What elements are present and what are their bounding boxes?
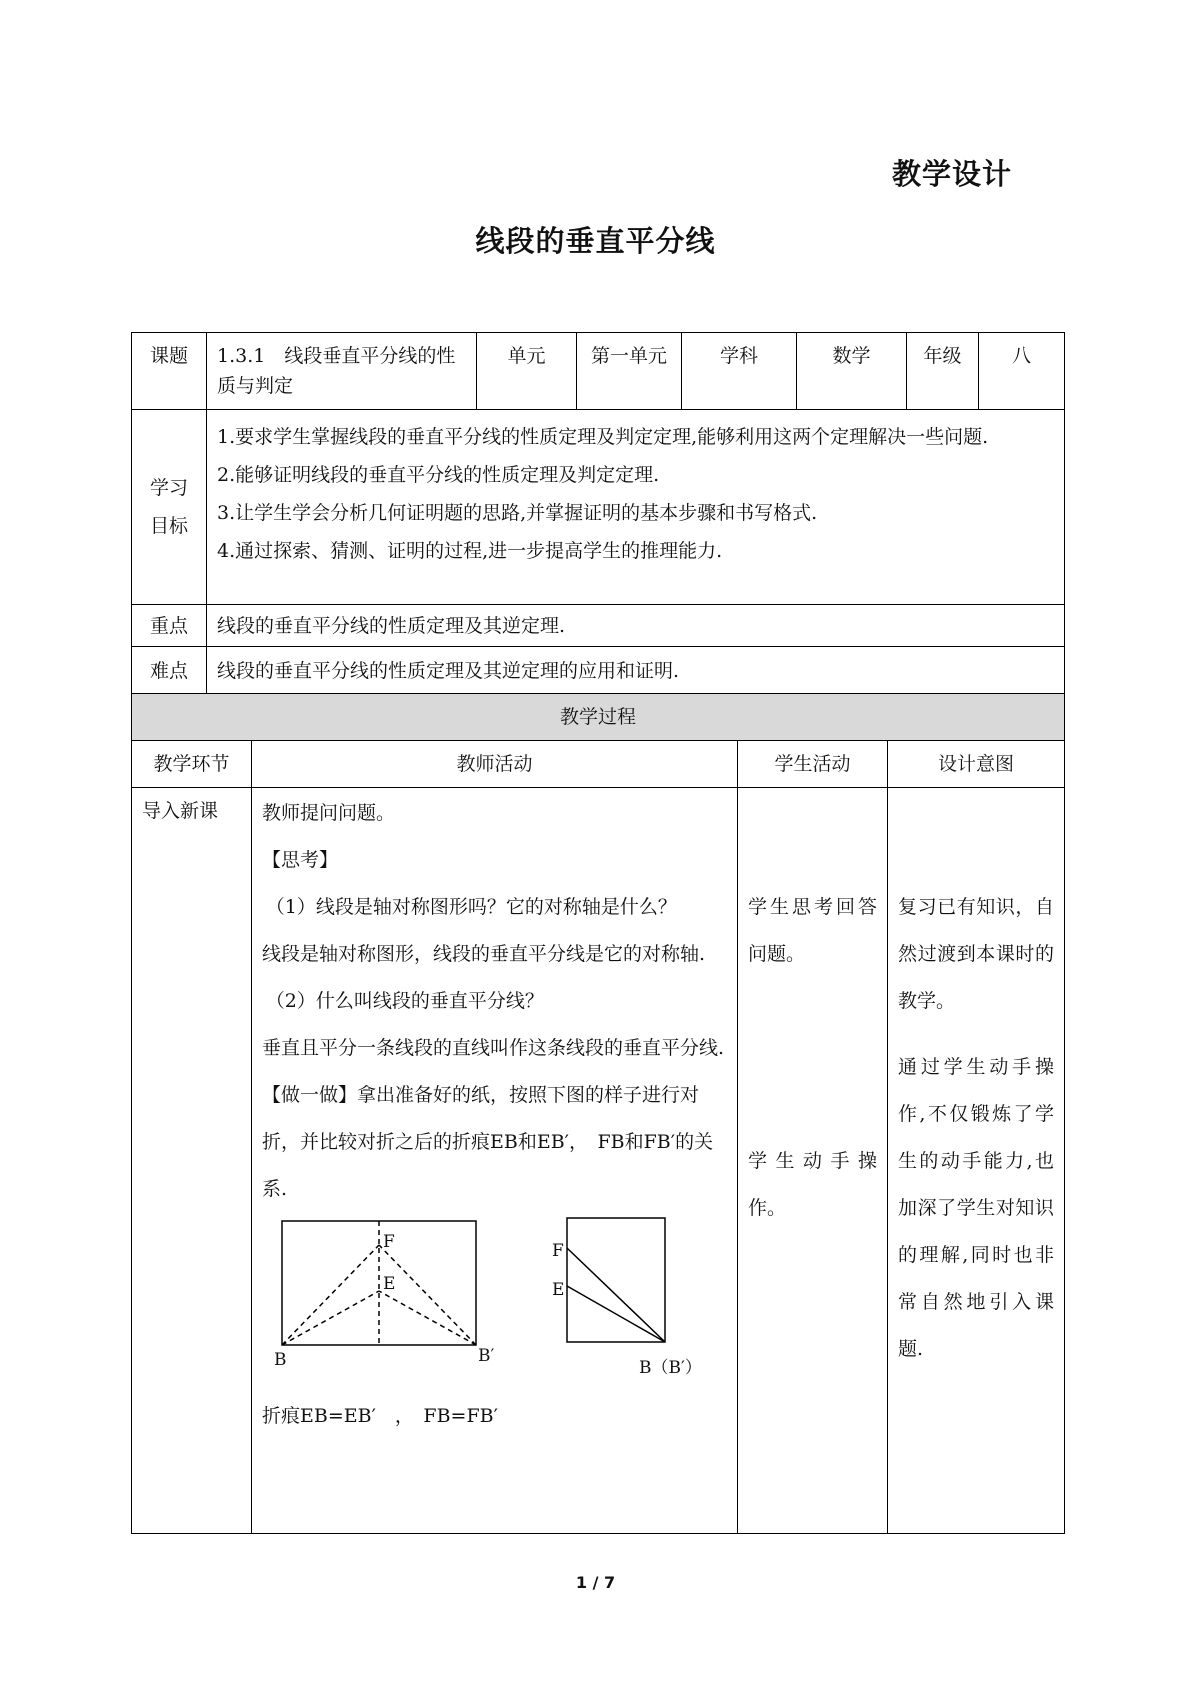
goal-item: 2.能够证明线段的垂直平分线的性质定理及判定定理. (217, 464, 660, 486)
goal-item: 3.让学生学会分析几何证明题的思路,并掌握证明的基本步骤和书写格式. (217, 502, 818, 524)
point-f-label: F (383, 1232, 395, 1252)
crease-eb-prime (379, 1291, 476, 1345)
folded-paper (567, 1218, 665, 1342)
subject-value: 数学 (797, 333, 907, 410)
teacher-line: 【思考】 (262, 849, 339, 871)
stage-label: 导入新课 (132, 788, 252, 1534)
page-number: 1 / 7 (575, 1573, 616, 1592)
crease-fb (282, 1245, 379, 1345)
column-header: 学生活动 (738, 741, 888, 788)
point-b-label: B (274, 1350, 287, 1370)
teacher-line: （2）什么叫线段的垂直平分线？ (265, 990, 544, 1012)
teacher-line: （1）线段是轴对称图形吗？它的对称轴是什么？ (265, 896, 677, 918)
student-activity-b: 学生动手操作。 (748, 1150, 877, 1219)
teacher-line: 教师提问问题。 (262, 802, 396, 824)
fold-figures (262, 1213, 727, 1383)
unit-label: 单元 (477, 333, 577, 410)
teacher-line: 【做一做】拿出准备好的纸，按照下图的样子进行对折，并比较对折之后的折痕EB和EB′， FB和FB′的关系. (262, 1084, 714, 1200)
column-header: 教师活动 (252, 741, 738, 788)
folded-point-e-label: E (552, 1280, 565, 1300)
goals-label: 学习目标 (132, 410, 207, 605)
column-header: 教学环节 (132, 741, 252, 788)
goals-cell (207, 410, 1065, 605)
point-e-label: E (383, 1274, 396, 1294)
crease-eb (282, 1291, 379, 1345)
folded-point-f-label: F (552, 1241, 564, 1261)
document-type: 教学设计 (892, 157, 1013, 191)
goal-item: 4.通过探索、猜测、证明的过程,进一步提高学生的推理能力. (217, 540, 723, 562)
grade-value: 八 (979, 333, 1065, 410)
design-intent (888, 788, 1065, 1534)
key-point-label: 重点 (132, 605, 207, 647)
student-activity-a: 学生思考回答问题。 (748, 896, 877, 965)
teacher-line: 垂直且平分一条线段的直线叫作这条线段的垂直平分线. (262, 1037, 725, 1059)
unit-value: 第一单元 (577, 333, 682, 410)
column-header: 设计意图 (888, 741, 1065, 788)
topic-value: 1.3.1 线段垂直平分线的性质与判定 (207, 333, 477, 410)
teacher-line: 折痕EB=EB′ ， FB=FB′ (262, 1405, 498, 1427)
student-activity (738, 788, 888, 1534)
document-title: 线段的垂直平分线 (475, 224, 716, 258)
difficulty-value: 线段的垂直平分线的性质定理及其逆定理的应用和证明. (207, 647, 1065, 695)
subject-label: 学科 (682, 333, 797, 410)
goal-item: 1.要求学生掌握线段的垂直平分线的性质定理及判定定理,能够利用这两个定理解决一些问题. (217, 426, 989, 448)
point-b-prime-label: B′ (478, 1346, 495, 1366)
topic-label: 课题 (132, 333, 207, 410)
design-intent-a: 复习已有知识，自然过渡到本课时的教学。 (898, 896, 1055, 1012)
key-point-value: 线段的垂直平分线的性质定理及其逆定理. (207, 605, 1065, 647)
lesson-info-table (131, 332, 1065, 695)
grade-label: 年级 (907, 333, 979, 410)
teacher-activity (252, 788, 738, 1534)
design-intent-b: 通过学生动手操作,不仅锻炼了学生的动手能力,也加深了学生对知识的理解,同时也非常自然地引入课题. (898, 1056, 1055, 1360)
process-heading: 教学过程 (132, 694, 1065, 741)
difficulty-label: 难点 (132, 647, 207, 695)
teacher-line: 线段是轴对称图形，线段的垂直平分线是它的对称轴. (262, 943, 706, 965)
teaching-process-table (131, 693, 1065, 1534)
folded-point-b-label: B（B′） (639, 1358, 702, 1378)
